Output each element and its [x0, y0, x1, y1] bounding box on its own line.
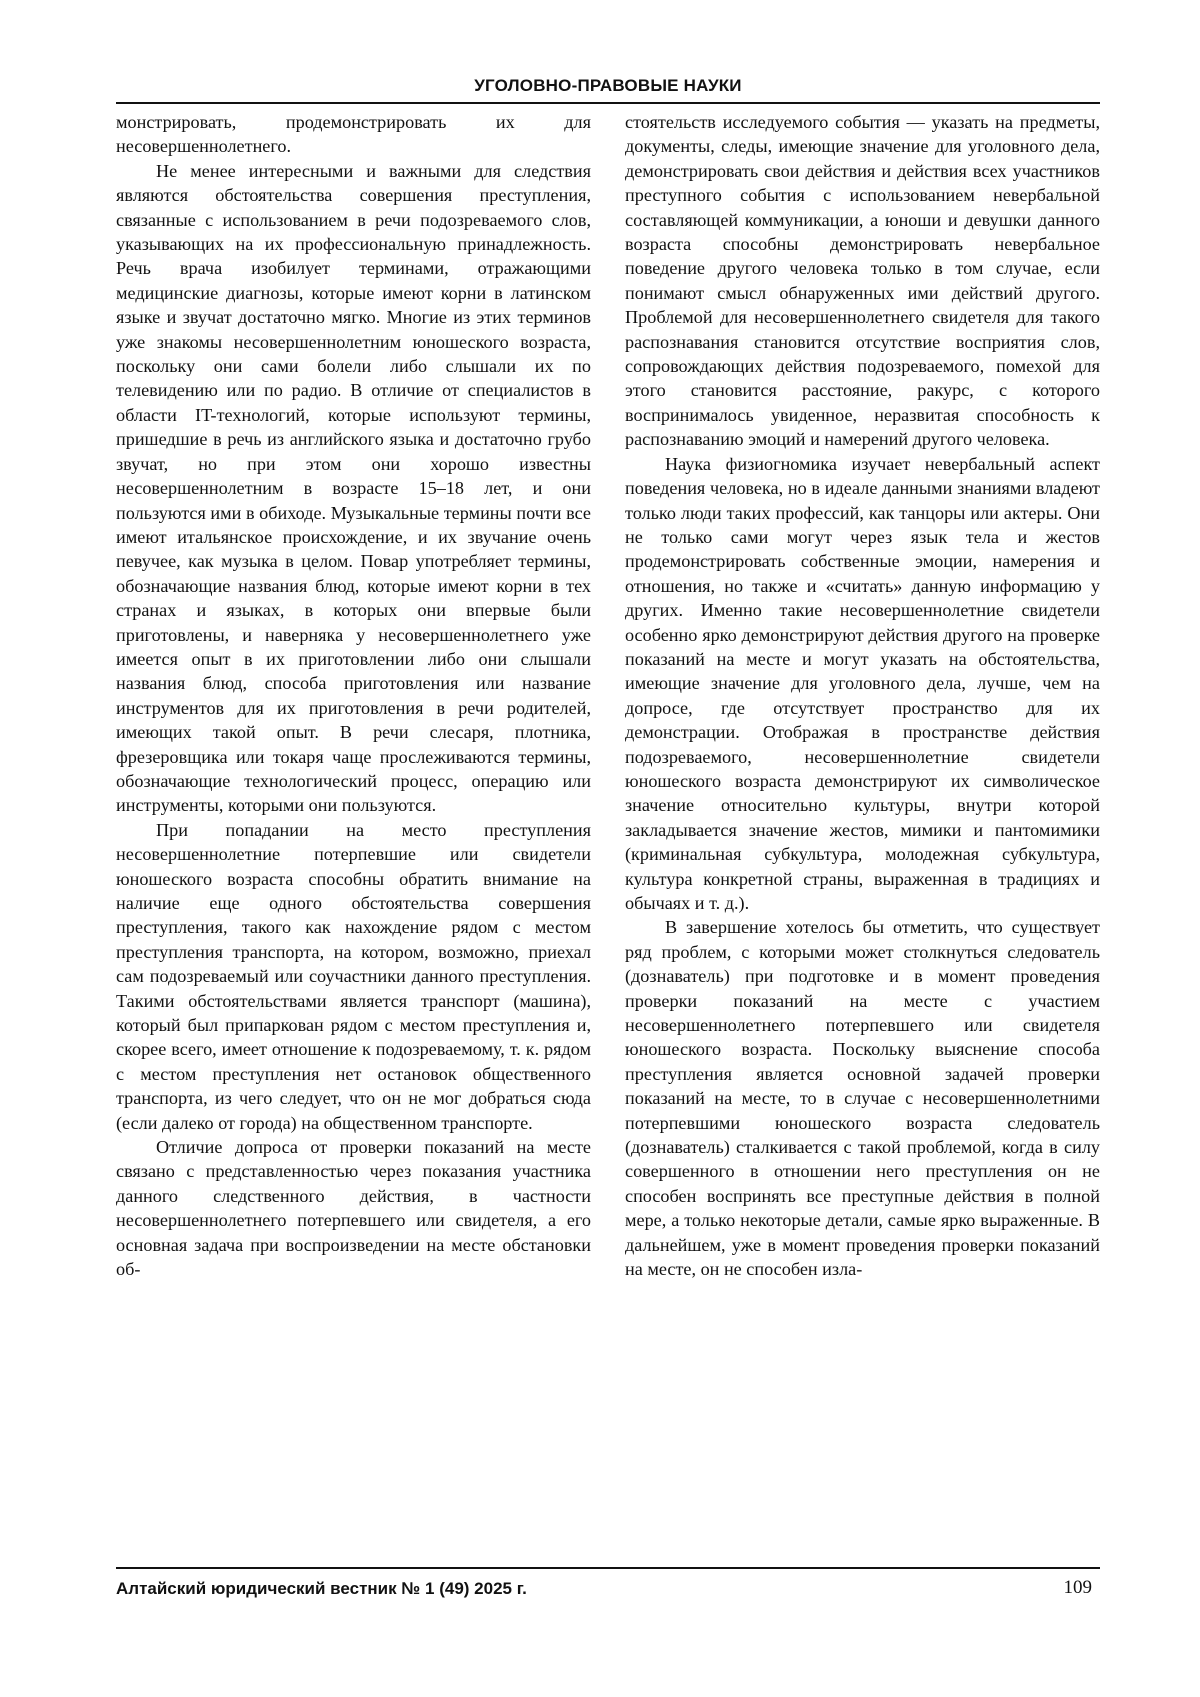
section-title: УГОЛОВНО-ПРАВОВЫЕ НАУКИ: [474, 76, 742, 95]
running-header: [116, 70, 1100, 104]
paragraph: Не менее интересными и важными для следствия являются обстоятельства совершения преступления, связанные с использованием в речи подозреваемого слов, указывающих на их профессиональную принадлежность. Речь врача изобилует терминами, отражающими медицинские диагнозы, которые имеют корни в латинском языке и звучат достаточно мягко. Многие из этих терминов уже знакомы несовершеннолетним юношеского возраста, поскольку они сами болели либо слышали их по телевидению или по радио. В отличие от специалистов в области IT-технологий, которые используют термины, пришедшие в речь из английского языка и достаточно грубо звучат, но при этом они хорошо известны несовершеннолетним в возрасте 15–18 лет, и они пользуются ими в обиходе. Музыкальные термины почти все имеют итальянское происхождение, и их звучание очень певучее, как музыка в целом. Повар употребляет термины, обозначающие названия блюд, которые имеют корни в тех странах и языках, в которых они впервые были приготовлены, и наверняка у несовершеннолетнего уже имеется опыт в их приготовлении либо они слышали названия блюд, способа приготовления или название инструментов для их приготовления в речи родителей, имеющих такой опыт. В речи слесаря, плотника, фрезеровщика или токаря чаще прослеживаются термины, обозначающие технологический процесс, операцию или инструменты, которыми они пользуются.: [116, 160, 591, 816]
paragraph: При попадании на место преступления несовершеннолетние потерпевшие или свидетели юношеского возраста способны обратить внимание на наличие еще одного обстоятельства совершения преступления, такого как нахождение рядом с местом преступления транспорта, на котором, возможно, приехал сам подозреваемый или соучастники данного преступления. Такими обстоятельствами является транспорт (машина), который был припаркован рядом с местом преступления и, скорее всего, имеет отношение к подозреваемому, т. к. рядом с местом преступления нет остановок общественного транспорта, из чего следует, что он не мог добраться сюда (если далеко от города) на общественном транспорте.: [116, 819, 591, 1133]
journal-title: Алтайский юридический вестник № 1 (49) 2025 г.: [116, 1579, 527, 1598]
paragraph: В завершение хотелось бы отметить, что существует ряд проблем, с которыми может столкнуться следователь (дознаватель) при подготовке и в момент проведения проверки показаний на месте с участием несовершеннолетнего потерпевшего или свидетеля юношеского возраста. Поскольку выяснение способа преступления является основной задачей проверки показаний на месте, то в случае с несовершеннолетними потерпевшими юношеского возраста следователь (дознаватель) сталкивается с такой проблемой, когда в силу совершенного в отношении него преступления он не способен воспринять все преступные действия в полной мере, а только некоторые детали, самые ярко выраженные. В дальнейшем, уже в момент проведения проверки показаний на месте, он не способен изла-: [625, 917, 1100, 1280]
running-footer: [116, 1567, 1100, 1607]
paragraph: монстрировать, продемонстрировать их для несовершеннолетнего.: [116, 112, 591, 157]
article-body: [116, 110, 1100, 1550]
right-column: [625, 110, 1100, 1550]
paragraph: стоятельств исследуемого события — указать на предметы, документы, следы, имеющие значение для уголовного дела, демонстрировать свои действия и действия всех участников преступного события с использованием невербальной составляющей коммуникации, а юноши и девушки данного возраста способны демонстрировать невербальное поведение другого человека только в том случае, если понимают смысл обнаруженных ими действий другого. Проблемой для несовершеннолетнего свидетеля для такого распознавания становится отсутствие восприятия слов, сопровождающих действия подозреваемого, помехой для этого становится расстояние, ракурс, с которого воспринималось увиденное, неразвитая способность к распознаванию эмоций и намерений другого человека.: [625, 112, 1100, 450]
paragraph: Отличие допроса от проверки показаний на месте связано с представленностью через показания участника данного следственного действия, в частности несовершеннолетнего потерпевшего или свидетеля, а его основная задача при воспроизведении на месте обстановки об-: [116, 1137, 591, 1280]
page-number: 109: [1063, 1577, 1092, 1598]
left-column: [116, 110, 591, 1550]
paragraph: Наука физиогномика изучает невербальный аспект поведения человека, но в идеале данными знаниями владеют только люди таких профессий, как танцоры или актеры. Они не только сами могут через язык тела и жестов продемонстрировать собственные эмоции, намерения и отношения, но также и «считать» данную информацию у других. Именно такие несовершеннолетние свидетели особенно ярко демонстрируют действия другого на проверке показаний на месте и могут указать на обстоятельства, имеющие значение для уголовного дела, лучше, чем на допросе, где отсутствует пространство для их демонстрации. Отображая в пространстве действия подозреваемого, несовершеннолетние свидетели юношеского возраста демонстрируют их символическое значение относительно культуры, внутри которой закладывается значение жестов, мимики и пантомимики (криминальная субкультура, молодежная субкультура, культура конкретной страны, выраженная в традициях и обычаях и т. д.).: [625, 453, 1100, 913]
